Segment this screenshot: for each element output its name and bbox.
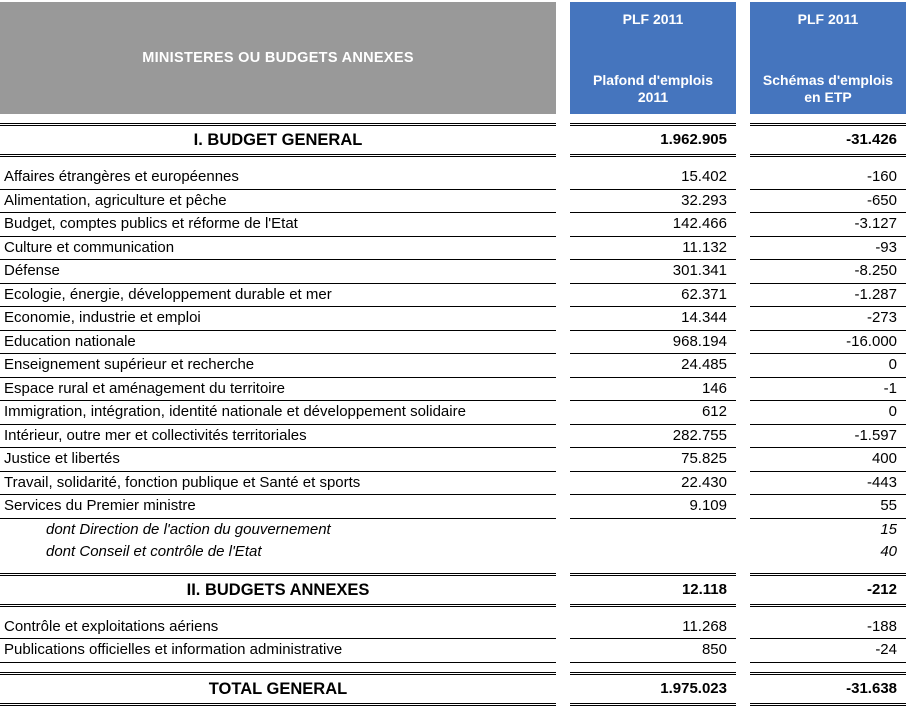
column-gap: [556, 448, 570, 472]
header-schemas-top: PLF 2011: [797, 11, 859, 27]
column-gap: [556, 378, 570, 402]
row-schema-value: 0: [750, 354, 906, 378]
section-title: II. BUDGETS ANNEXES: [0, 573, 556, 607]
row-plafond-value: 282.755: [570, 425, 736, 449]
column-gap: [556, 237, 570, 261]
section-plafond-value: 1.962.905: [570, 123, 736, 157]
column-gap: [556, 284, 570, 308]
row-schema-value: -16.000: [750, 331, 906, 355]
row-plafond-value: 11.268: [570, 616, 736, 640]
column-gap: [736, 448, 750, 472]
column-gap: [736, 401, 750, 425]
row-plafond-value: 968.194: [570, 331, 736, 355]
row-label: Economie, industrie et emploi: [0, 307, 556, 331]
column-gap: [736, 378, 750, 402]
header-schemas-bottom: Schémas d'emplois en ETP: [762, 72, 894, 105]
column-gap: [736, 307, 750, 331]
column-gap: [736, 616, 750, 640]
section-header-row: [0, 573, 906, 607]
row-label: Immigration, intégration, identité nationale et développement solidaire: [0, 401, 556, 425]
table-header-row: [0, 2, 906, 114]
column-gap: [736, 472, 750, 496]
row-schema-value: -93: [750, 237, 906, 261]
row-schema-value: -24: [750, 639, 906, 663]
row-schema-value: -1.597: [750, 425, 906, 449]
row-label: Espace rural et aménagement du territoire: [0, 378, 556, 402]
total-plafond-value: 1.975.023: [570, 672, 736, 706]
row-label: Travail, solidarité, fonction publique et Santé et sports: [0, 472, 556, 496]
section-header-row: [0, 123, 906, 157]
column-gap: [736, 260, 750, 284]
row-schema-value: 40: [880, 543, 897, 560]
row-plafond-value: [570, 519, 736, 542]
table-row: [0, 213, 906, 237]
column-gap: [736, 639, 750, 663]
header-schemas-emplois: [750, 2, 906, 114]
column-gap: [556, 354, 570, 378]
row-label: Contrôle et exploitations aériens: [0, 616, 556, 640]
table-row: [0, 166, 906, 190]
section-schema-value: -31.426: [750, 123, 906, 157]
row-plafond-value: 14.344: [570, 307, 736, 331]
row-plafond-value: 142.466: [570, 213, 736, 237]
row-label: Intérieur, outre mer et collectivités territoriales: [0, 425, 556, 449]
column-gap: [556, 260, 570, 284]
table-row: [0, 378, 906, 402]
header-ministries-label: MINISTERES OU BUDGETS ANNEXES: [142, 50, 414, 66]
column-gap: [556, 331, 570, 355]
row-plafond-value: 62.371: [570, 284, 736, 308]
row-schema-value: 15: [880, 520, 897, 538]
section-schema-value: -212: [750, 573, 906, 607]
table-row: [0, 448, 906, 472]
row-schema-value: -8.250: [750, 260, 906, 284]
column-gap: [556, 472, 570, 496]
table-row: [0, 354, 906, 378]
row-label: Education nationale: [0, 331, 556, 355]
column-gap: [736, 331, 750, 355]
row-plafond-value: 301.341: [570, 260, 736, 284]
total-title: TOTAL GENERAL: [0, 672, 556, 706]
column-gap: [556, 123, 570, 157]
header-plafond-top: PLF 2011: [622, 11, 684, 27]
table-row: [0, 307, 906, 331]
row-label: Défense: [0, 260, 556, 284]
column-gap: [556, 616, 570, 640]
column-gap: [556, 495, 570, 519]
column-gap: [556, 190, 570, 214]
header-ministries: [0, 2, 556, 114]
row-label: Justice et libertés: [0, 448, 556, 472]
row-label: Services du Premier ministre: [0, 495, 556, 519]
table-row: [0, 541, 906, 564]
row-plafond-value: 32.293: [570, 190, 736, 214]
row-label: dont Direction de l'action du gouvernement: [46, 520, 331, 538]
column-gap: [556, 307, 570, 331]
row-label: Culture et communication: [0, 237, 556, 261]
column-gap: [736, 284, 750, 308]
table-row: [0, 519, 906, 542]
row-plafond-value: 850: [570, 639, 736, 663]
row-label: dont Conseil et contrôle de l'Etat: [46, 543, 262, 560]
column-gap: [736, 519, 750, 542]
row-plafond-value: 146: [570, 378, 736, 402]
table-row: [0, 495, 906, 519]
table-row: [0, 190, 906, 214]
column-gap: [736, 2, 750, 114]
row-schema-value: -1.287: [750, 284, 906, 308]
row-schema-value: 0: [750, 401, 906, 425]
row-plafond-value: 612: [570, 401, 736, 425]
table-row: [0, 616, 906, 640]
row-schema-value: -160: [750, 166, 906, 190]
column-gap: [556, 2, 570, 114]
column-gap: [736, 672, 750, 706]
column-gap: [556, 213, 570, 237]
column-gap: [556, 166, 570, 190]
column-gap: [736, 190, 750, 214]
row-plafond-value: 75.825: [570, 448, 736, 472]
row-plafond-value: 11.132: [570, 237, 736, 261]
column-gap: [736, 123, 750, 157]
table-row: [0, 425, 906, 449]
row-schema-value: -443: [750, 472, 906, 496]
header-plafond-emplois: [570, 2, 736, 114]
row-plafond-value: 9.109: [570, 495, 736, 519]
column-gap: [556, 425, 570, 449]
table-row: [0, 639, 906, 663]
row-plafond-value: 15.402: [570, 166, 736, 190]
row-label: Ecologie, énergie, développement durable et mer: [0, 284, 556, 308]
row-schema-value: 400: [750, 448, 906, 472]
column-gap: [556, 401, 570, 425]
row-label: Publications officielles et information administrative: [0, 639, 556, 663]
table-row: [0, 331, 906, 355]
header-plafond-bottom: Plafond d'emplois 2011: [592, 72, 713, 105]
table-row: [0, 472, 906, 496]
column-gap: [556, 573, 570, 607]
column-gap: [736, 425, 750, 449]
column-gap: [736, 166, 750, 190]
column-gap: [736, 354, 750, 378]
row-schema-value: -1: [750, 378, 906, 402]
column-gap: [556, 639, 570, 663]
row-label: Budget, comptes publics et réforme de l'Etat: [0, 213, 556, 237]
row-schema-value: -3.127: [750, 213, 906, 237]
row-plafond-value: 22.430: [570, 472, 736, 496]
table-row: [0, 401, 906, 425]
table-body: [0, 123, 906, 706]
table-row: [0, 237, 906, 261]
section-title: I. BUDGET GENERAL: [0, 123, 556, 157]
column-gap: [736, 541, 750, 564]
column-gap: [556, 541, 570, 564]
row-plafond-value: 24.485: [570, 354, 736, 378]
column-gap: [736, 237, 750, 261]
column-gap: [736, 573, 750, 607]
row-schema-value: 55: [750, 495, 906, 519]
column-gap: [736, 495, 750, 519]
column-gap: [556, 672, 570, 706]
row-schema-value: -273: [750, 307, 906, 331]
table-row: [0, 284, 906, 308]
row-label: Alimentation, agriculture et pêche: [0, 190, 556, 214]
column-gap: [736, 213, 750, 237]
row-label: Enseignement supérieur et recherche: [0, 354, 556, 378]
row-schema-value: -650: [750, 190, 906, 214]
row-schema-value: -188: [750, 616, 906, 640]
total-schema-value: -31.638: [750, 672, 906, 706]
column-gap: [556, 519, 570, 542]
row-plafond-value: [570, 541, 736, 564]
total-row: [0, 672, 906, 706]
section-plafond-value: 12.118: [570, 573, 736, 607]
row-label: Affaires étrangères et européennes: [0, 166, 556, 190]
table-row: [0, 260, 906, 284]
